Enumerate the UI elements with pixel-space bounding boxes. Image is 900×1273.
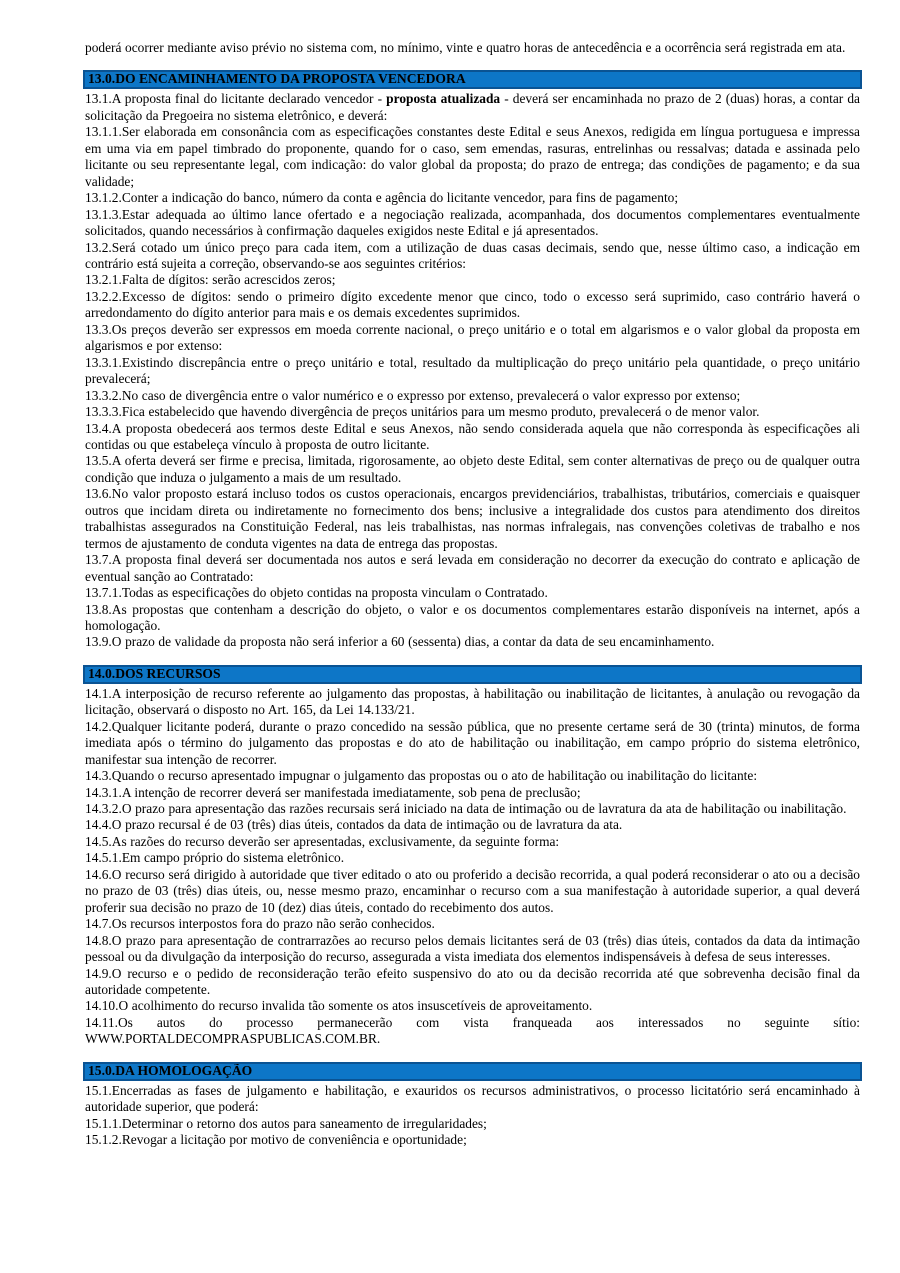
paragraph: 13.8.As propostas que contenham a descrição do objeto, o valor e os documentos complementares estarão disponíveis na internet, após a homologação. [85,601,860,633]
paragraph: 14.8.O prazo para apresentação de contrarrazões ao recurso pelos demais licitantes será de 03 (três) dias úteis, contados da data da intimação pessoal ou da divulgação da interposição do recurso, assegurada a vista imediata dos elementos indispensáveis à defesa de seus interesses. [85,932,860,965]
paragraph: 13.2.2.Excesso de dígitos: sendo o primeiro dígito excedente menor que cinco, todo o excesso será suprimido, caso contrário haverá o arredondamento do dígito anterior para mais e os demais excedentes suprimidos. [85,288,860,321]
paragraph: 13.4.A proposta obedecerá aos termos deste Edital e seus Anexos, não sendo considerada aquela que não corresponda às especificações ali contidas ou que estabeleça vínculo à proposta de outro licitante. [85,420,860,452]
paragraph: 14.10.O acolhimento do recurso invalida tão somente os atos insuscetíveis de aproveitamento. [85,998,593,1014]
paragraph: 15.1.1.Determinar o retorno dos autos para saneamento de irregularidades; [85,1115,487,1131]
paragraph: 14.1.A interposição de recurso referente ao julgamento das propostas, à habilitação ou inabilitação de licitantes, à anulação ou revogação da licitação, observará o disposto no Art. 165, da Lei 14.133/21. [85,685,860,718]
paragraph: 13.1.3.Estar adequada ao último lance ofertado e a negociação realizada, acompanhada, dos documentos complementares eventualmente solicitados, quando necessários à confirmação daqueles exigidos neste Edital e já apresentados. [85,206,860,239]
paragraph: 15.1.Encerradas as fases de julgamento e habilitação, e exauridos os recursos administrativos, o processo licitatório será encaminhado à autoridade superior, que poderá: [85,1082,860,1115]
paragraph: 13.3.3.Fica estabelecido que havendo divergência de preços unitários para um mesmo produto, prevalecerá o de menor valor. [85,404,760,420]
bold-text: proposta atualizada [386,91,501,107]
paragraph: 13.7.A proposta final deverá ser documentada nos autos e será levada em consideração no decorrer da execução do contrato e aplicação de eventual sanção ao Contratado: [85,552,860,584]
section-header: 15.0.DA HOMOLOGAÇÃO [83,1062,862,1081]
paragraph: 14.9.O recurso e o pedido de reconsideração terão efeito suspensivo do ato ou da decisão recorrida até que sobrevenha decisão final da autoridade competente. [85,965,860,998]
paragraph: 14.11.Os autos do processo permanecerão com vista franqueada aos interessados no seguinte sítio: WWW.PORTALDECOMPRASPUBLICAS.COM.BR. [85,1014,860,1047]
paragraph: 13.2.1.Falta de dígitos: serão acrescidos zeros; [85,272,336,288]
paragraph: 14.3.Quando o recurso apresentado impugnar o julgamento das propostas ou o ato de habilitação ou inabilitação do licitante: [85,768,758,784]
sections-container [85,70,860,1148]
paragraph: 13.1.2.Conter a indicação do banco, número da conta e agência do licitante vencedor, para fins de pagamento; [85,190,679,206]
paragraph: 13.5.A oferta deverá ser firme e precisa, limitada, rigorosamente, ao objeto deste Edital, sem conter alternativas de preço ou de qualquer outra condição que induza o julgamento a mais de um resultado. [85,453,860,485]
paragraph: 14.6.O recurso será dirigido à autoridade que tiver editado o ato ou proferido a decisão recorrida, a qual poderá reconsiderar o ato ou a decisão no prazo de 03 (três) dias úteis, ou, nesse mesmo prazo, encaminhar o recurso com a sua manifestação à autoridade superior, a qual deverá proferir sua decisão no prazo de 10 (dez) dias úteis, contado do recebimento dos autos. [85,866,860,915]
section-header: 14.0.DOS RECURSOS [83,665,862,684]
paragraph: 14.2.Qualquer licitante poderá, durante o prazo concedido na sessão pública, que no presente certame será de 30 (trinta) minutos, de forma imediata após o término do julgamento das propostas e do ato de habilitação ou inabilitação, em campo próprio do sistema eletrônico, manifestar sua intenção de recorrer. [85,718,860,767]
paragraph: 13.2.Será cotado um único preço para cada item, com a utilização de duas casas decimais, sendo que, nesse último caso, a indicação em contrário está sujeita a correção, observando-se aos seguintes critérios: [85,239,860,271]
paragraph: 15.1.2.Revogar a licitação por motivo de conveniência e oportunidade; [85,1132,467,1148]
paragraph: 13.3.2.No caso de divergência entre o valor numérico e o expresso por extenso, prevalecerá o valor expresso por extenso; [85,387,741,403]
paragraph: 14.3.1.A intenção de recorrer deverá ser manifestada imediatamente, sob pena de preclusão; [85,784,581,800]
text-segment: 13.1.A proposta final do licitante declarado vencedor - [85,91,387,107]
section-header: 13.0.DO ENCAMINHAMENTO DA PROPOSTA VENCEDORA [83,70,862,89]
paragraph: 13.9.O prazo de validade da proposta não será inferior a 60 (sessenta) dias, a contar da data de seu encaminhamento. [85,634,715,650]
paragraph: 13.3.1.Existindo discrepância entre o preço unitário e total, resultado da multiplicação do preço unitário pela quantidade, o preço unitário prevalecerá; [85,354,860,387]
paragraph: 13.1.1.Ser elaborada em consonância com as especificações constantes deste Edital e seus Anexos, redigida em língua portuguesa e impressa em uma via em papel timbrado do proponente, quando for o caso, sem emendas, rasuras, entrelinhas ou ressalvas; datada e assinada pelo licitante ou seu representante legal, com indicação: do valor global da proposta; do prazo de entrega; das condições de pagamento; e da sua validade; [85,124,860,189]
text-segment: - deverá ser encaminhada no prazo de 2 (duas) horas, a contar da solicitação da Pregoeira no sistema eletrônico, e deverá: [85,91,860,123]
paragraph: 14.5.As razões do recurso deverão ser apresentadas, exclusivamente, da seguinte forma: [85,833,560,849]
paragraph: 14.3.2.O prazo para apresentação das razões recursais será iniciado na data de intimação ou de lavratura da ata de habilitação ou inabilitação. [85,801,847,817]
paragraph: 13.7.1.Todas as especificações do objeto contidas na proposta vinculam o Contratado. [85,585,548,601]
paragraph: 13.3.Os preços deverão ser expressos em moeda corrente nacional, o preço unitário e o total em algarismos e o valor global da proposta em algarismos e por extenso: [85,321,860,354]
paragraph [85,91,860,124]
paragraph: 14.4.O prazo recursal é de 03 (três) dias úteis, contados da data de intimação ou de lavratura da ata. [85,817,623,833]
paragraph: 14.7.Os recursos interpostos fora do prazo não serão conhecidos. [85,916,435,932]
paragraph: 14.5.1.Em campo próprio do sistema eletrônico. [85,850,345,866]
intro-paragraph: poderá ocorrer mediante aviso prévio no sistema com, no mínimo, vinte e quatro horas de antecedência e a ocorrência será registrada em ata. [85,40,846,55]
paragraph: 13.6.No valor proposto estará incluso todos os custos operacionais, encargos previdenciários, trabalhistas, tributários, comerciais e quaisquer outros que incidam direta ou indiretamente no fornecimento dos bens; inclusive a integralidade dos custos para atendimento dos direitos trabalhistas assegurados na Constituição Federal, nas leis trabalhistas, nas normas infralegais, nas convenções coletivas de trabalho e nos termos de ajustamento de conduta vigentes na data de entrega das propostas. [85,486,860,551]
